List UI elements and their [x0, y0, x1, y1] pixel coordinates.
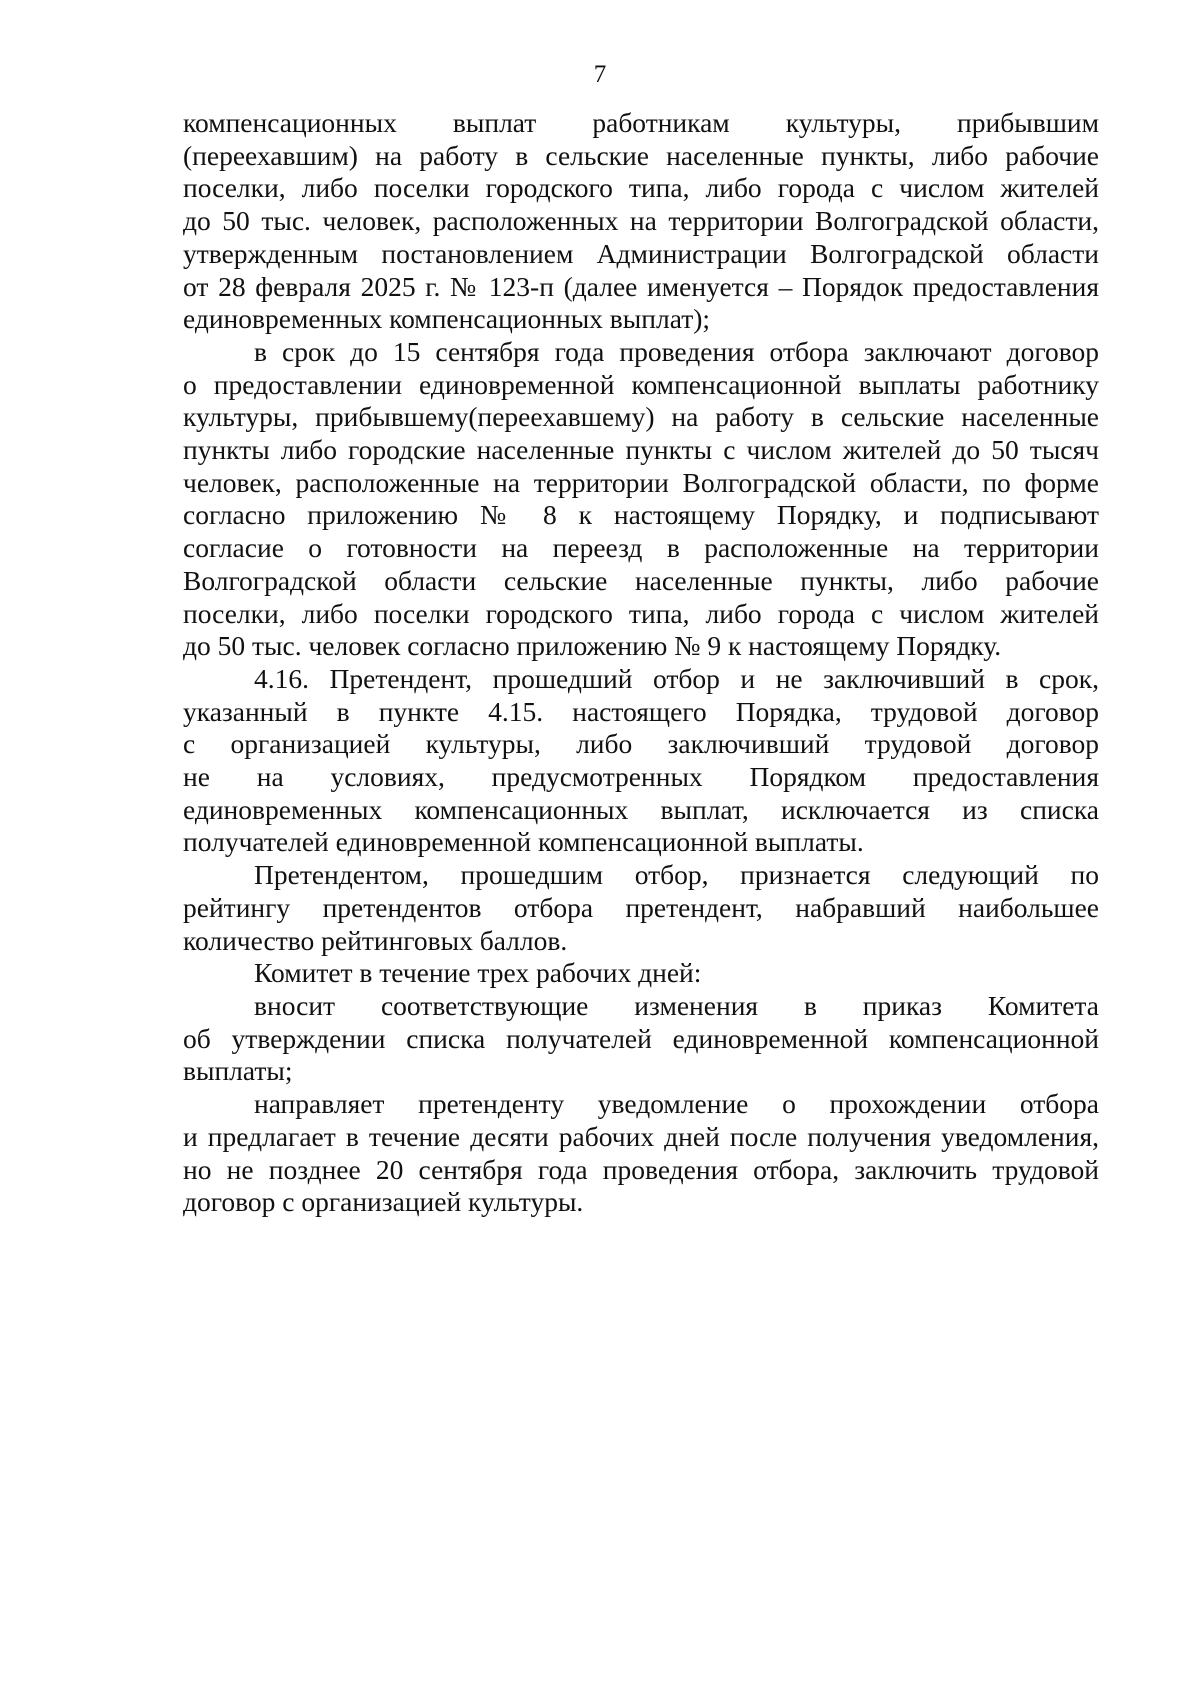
text-line: до 50 тыс. человек, расположенных на территории Волгоградской области,	[183, 205, 1099, 237]
text-line: утвержденным постановлением Администрации Волгоградской области	[183, 237, 1099, 269]
text-line: от 28 февраля 2025 г. № 123-п (далее именуется – Порядок предоставления	[183, 270, 1099, 302]
text-line: договор с организацией культуры.	[183, 1186, 584, 1218]
text-line: и предлагает в течение десяти рабочих дней после получения уведомления,	[183, 1120, 1099, 1152]
paragraph	[183, 336, 1099, 663]
page-number: 7	[593, 61, 607, 88]
text-line: Волгоградской области сельские населенные пункты, либо рабочие	[183, 564, 1099, 596]
paragraph	[183, 1088, 1099, 1219]
text-line: поселки, либо поселки городского типа, либо города с числом жителей	[183, 597, 1099, 629]
text-line: пункты либо городские населенные пункты с числом жителей до 50 тысяч	[183, 434, 1099, 466]
text-line: выплаты;	[183, 1055, 293, 1087]
text-line: направляет претенденту уведомление о прохождении отбора	[254, 1088, 1099, 1120]
text-line: количество рейтинговых баллов.	[183, 924, 568, 956]
text-line: согласно приложению № 8 к настоящему Порядку, и подписывают	[183, 499, 1099, 531]
text-line: (переехавшим) на работу в сельские населенные пункты, либо рабочие	[183, 139, 1099, 171]
text-line: культуры, прибывшему(переехавшему) на работу в сельские населенные	[183, 401, 1099, 433]
text-line: согласие о готовности на переезд в расположенные на территории	[183, 532, 1099, 564]
text-line: в срок до 15 сентября года проведения отбора заключают договор	[254, 335, 1099, 367]
text-line: рейтингу претендентов отбора претендент, набравший наибольшее	[183, 891, 1099, 923]
text-line: компенсационных выплат работникам культуры, прибывшим	[183, 107, 1099, 138]
paragraph	[183, 957, 1099, 990]
text-line: об утверждении списка получателей единовременной компенсационной	[183, 1022, 1099, 1054]
text-line: человек, расположенные на территории Волгоградской области, по форме	[183, 466, 1099, 498]
text-line: получателей единовременной компенсационной выплаты.	[183, 826, 864, 858]
text-line: Претендентом, прошедшим отбор, признается следующий по	[254, 859, 1099, 891]
text-line: поселки, либо поселки городского типа, либо города с числом жителей	[183, 172, 1099, 204]
paragraph	[183, 990, 1099, 1088]
text-line: с организацией культуры, либо заключивший трудовой договор	[183, 728, 1099, 760]
text-line: но не позднее 20 сентября года проведения отбора, заключить трудовой	[183, 1153, 1099, 1185]
text-line: Комитет в течение трех рабочих дней:	[254, 957, 702, 989]
text-line: до 50 тыс. человек согласно приложению № 9 к настоящему Порядку.	[183, 630, 1002, 662]
text-line: единовременных компенсационных выплат);	[183, 303, 711, 335]
document-body	[183, 107, 1099, 1219]
text-line: не на условиях, предусмотренных Порядком предоставления	[183, 761, 1099, 793]
text-line: вносит соответствующие изменения в приказ Комитета	[254, 989, 1099, 1021]
text-line: 4.16. Претендент, прошедший отбор и не заключивший в срок,	[254, 662, 1099, 694]
paragraph	[183, 663, 1099, 859]
text-line: единовременных компенсационных выплат, исключается из списка	[183, 793, 1099, 825]
text-line: о предоставлении единовременной компенсационной выплаты работнику	[183, 368, 1099, 400]
text-line: указанный в пункте 4.15. настоящего Порядка, трудовой договор	[183, 695, 1099, 727]
paragraph	[183, 107, 1099, 336]
paragraph	[183, 859, 1099, 957]
